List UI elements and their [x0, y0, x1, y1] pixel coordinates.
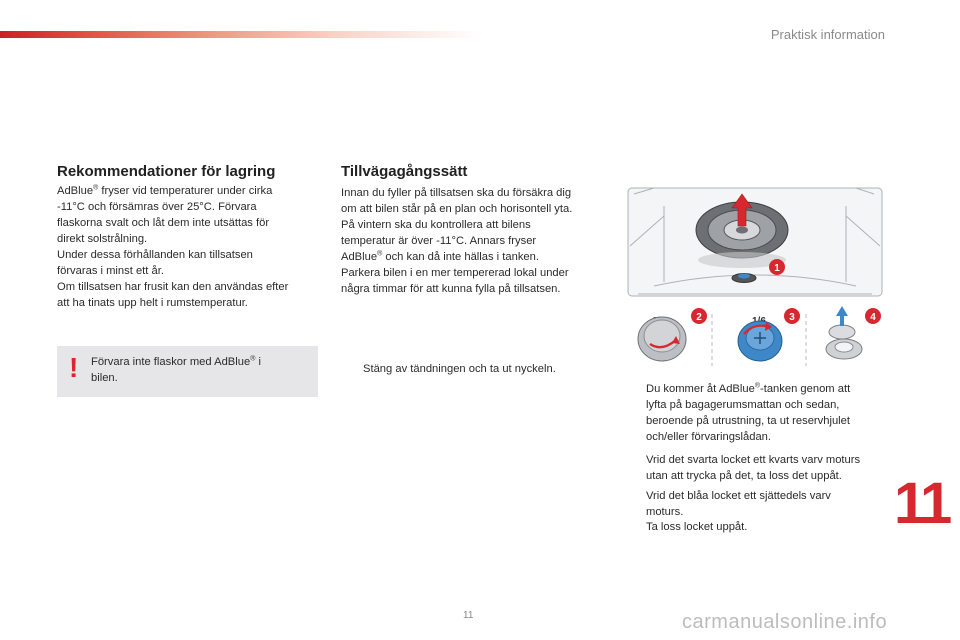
warning-box [57, 346, 318, 397]
svg-text:1: 1 [774, 263, 780, 274]
chapter-number: 11 [894, 471, 950, 536]
tank-filler [732, 274, 756, 283]
svg-text:4: 4 [870, 312, 876, 323]
svg-text:2: 2 [696, 312, 702, 323]
procedure-paragraph: Innan du fyller på tillsatsen ska du försäkra dig om att bilen står på en plan och horisontell yta. På vintern ska du kontrollera att bilens temperatur är över -11°C. Annars fryser AdBlue® och kan då inte hällas i tanken. Parkera bilen i en mer tempererad lokal under några timmar för att kunna fylla på tillsatsen. [341, 187, 573, 295]
cap-blue [738, 316, 782, 361]
cap-black [638, 316, 686, 361]
procedure-heading: Tillvägagångssätt [341, 163, 468, 180]
watermark: carmanualsonline.info [682, 611, 888, 633]
storage-heading: Rekommendationer för lagring [57, 163, 276, 180]
warning-text: Förvara inte flaskor med AdBlue® i bilen. [91, 355, 261, 384]
cap-removed [826, 306, 862, 359]
lift-arrow-icon [836, 306, 848, 326]
section-title: Praktisk information [770, 27, 885, 42]
step-badge-3 [784, 308, 800, 324]
header-accent-bar [0, 31, 480, 38]
storage-paragraph: AdBlue® fryser vid temperaturer under cirka -11°C och försämras över 25°C. Förvara flaskorna svalt och låt dem inte utsättas för direkt solstrålning. Under dessa förhållanden kan tillsatsen förvaras i minst ett år. Om tillsatsen har frusit kan den användas efter att ha tinats upp helt i rumstemperatur. [57, 184, 289, 309]
warning-icon: ! [69, 352, 79, 383]
step-badge-4 [865, 308, 881, 324]
step-badge-2 [691, 308, 707, 324]
page-number: 11 [463, 610, 474, 621]
svg-text:3: 3 [789, 312, 795, 323]
adblue-tank-illustration [624, 186, 886, 374]
step-badge-1 [769, 259, 785, 275]
